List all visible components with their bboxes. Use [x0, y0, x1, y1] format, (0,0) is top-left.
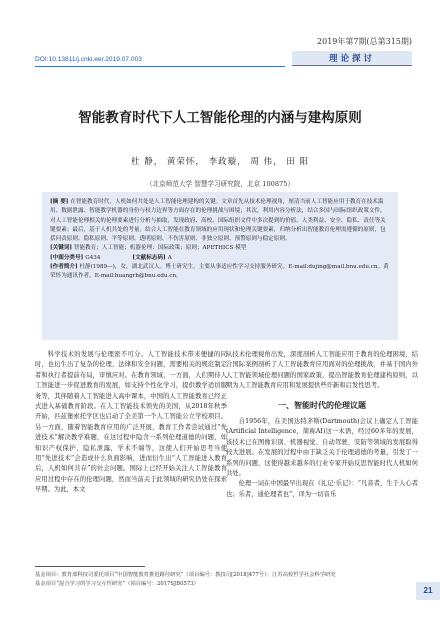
affiliation: （北京师范大学 智慧学习研究院，北京 100875）	[145, 180, 295, 188]
classification-line	[50, 254, 390, 263]
body-paragraph: 自1956年，在美国达特茅斯(Dartmouth)会议上确定人工智能(Artificial Intelligence，简称AI)这一术语，经过60多年的发展，该技术已在图像识别、机器视觉、自动驾驶、安防等领域的发展取得较大进展。在发展的过程中由于缺乏关于伦理道德的考量，引发了一系列的问题，这使得越来越多的行业专家开始反思智能时代人机如何共处。	[226, 418, 418, 478]
keywords-text: 智能教育；人工智能；机器伦理；国际政策；原则；APETHICS 模型	[73, 245, 247, 252]
header-rule	[35, 66, 285, 67]
abstract-paragraph	[50, 198, 390, 244]
author-list: 杜 静， 黄荣怀， 李政璇， 周 伟， 田 阳	[131, 157, 309, 167]
doc-code-value: A	[167, 254, 172, 261]
keywords-line	[50, 244, 390, 253]
issue-number: 2019年第7期(总第315期)	[317, 37, 412, 46]
author-info-label: [作者简介]	[50, 264, 78, 271]
doc-code-label: [文献标志码]	[132, 254, 166, 261]
author-info-text: 杜静(1989—)，女，湖北武汉人。博士研究生，主要从事适应性学习支持服务研究。E-mail:dujing@mail.bnu.edu.cn。黄荣怀为通讯作者，E-mail:huangrh@bnu.edu.cn。	[50, 264, 389, 280]
body-paragraph: 伦理一词在中国最早出现在《礼记·乐记》：“凡音者，生于人心者也；乐者，通伦理者也”，译为一切音乐	[226, 480, 418, 498]
clc-value: G434	[85, 254, 101, 261]
footnote-line: 基金项目：教育部科技司委托项目“中国智能教育推进路径研究”（项目编号：教技司[2018]477号）；江苏高校哲学社会科学研究	[35, 572, 336, 578]
footnote-line: 基金项目“混合学习的学习交互性研究”（项目编号：2017SJB0573）	[35, 580, 199, 587]
footnote	[35, 571, 405, 588]
author-info-line	[50, 263, 390, 282]
section-tag: 理论探讨	[292, 51, 412, 66]
section-heading: 一、智能时代的伦理议题	[278, 400, 366, 410]
page-number: 21	[416, 582, 440, 600]
abstract-text: 在智能教育时代，人机如何共处是人工智能伦理建构的关键。文章首先从技术伦理视角，厘清当前人工智能应用于教育在技术滥用、数据泄露、智能教学机器的身份与权力边界等方面存在的伦理挑战与困境；其次，利用内容分析法，结合多国与国际组织政策文件，对人工智能伦理相关的伦理要素进行分析与抽取，发现政府、高校、国际组织文件中多次提到的价值、人类利益、安全、隐私、责任等关键要素；最后，基于人机共处的考量，结合人工智能在教育领域的应用现状和伦理关键要素，归纳分析出智能教育伦理需遵循的原则，包括问责原则、隐私原则、平等原则、透明原则、不伤害原则、非独立原则、预警原则与稳定原则。	[50, 199, 386, 243]
body-paragraph: 从技术伦理视角出发，深度剖析人工智能应用于教育的伦理困境，结合国际案例剖析了人工智能教育应用面对的伦理挑战，并基于国内外人工智能领域伦理问题的国家政策，提出智能教育伦理建构原则，以期为人工智能教育应用和发展提供些许新和启发性思考。	[226, 351, 418, 390]
clc-label: [中图分类号]	[50, 254, 84, 261]
article-title: 智能教育时代下人工智能伦理的内涵与建构原则	[78, 110, 362, 126]
keywords-label: [关键词]	[50, 245, 73, 252]
doi-link[interactable]: DOI:10.13811/j.cnki.eer.2019.07.003	[35, 56, 142, 63]
body-column-left	[35, 350, 227, 496]
footnote-rule	[35, 566, 145, 567]
body-paragraph: 科学技术的发展与伦理密不可分。人工智能技术带来便捷的同时，也衍生出了复杂的伦理、法律和安全问题，需要相关的规范制定者和执行者提前布局，审慎应对。在教育领域，一方面，人们期待人工智能进一步促进教育的发展，如支持个性化学习，提供教学适切服务等，其伴随着人工智能进入高中课本，中国的人工智能教育已经正式进入基础教育阶段。在人工智能技术领先的美国，从2018年秋季开始，匹兹堡索托学区也启动了全美第一个人工智能公立学校项目。另一方面，随着智能教育应用的广泛开展，教育工作者尝试通过“先进技术”解决教学难题，在这过程中隐含一系列伦理道德的问题，如知识产权保护、隐私泄露，学术不端等，这使人们开始思考当使用“先进技术”会造成什么负面影响，进而衍生出“人工智能进入教育后，人机如何共存”的社会问题。国际上已经开始关注人工智能教育应用过程中存在的伦理问题，然而当前关于此领域的研究仍处在探索早期。为此，本文	[35, 351, 227, 494]
body-column-right	[226, 350, 418, 500]
abstract-box	[42, 192, 398, 340]
abstract-label: [摘 要]	[50, 199, 69, 205]
